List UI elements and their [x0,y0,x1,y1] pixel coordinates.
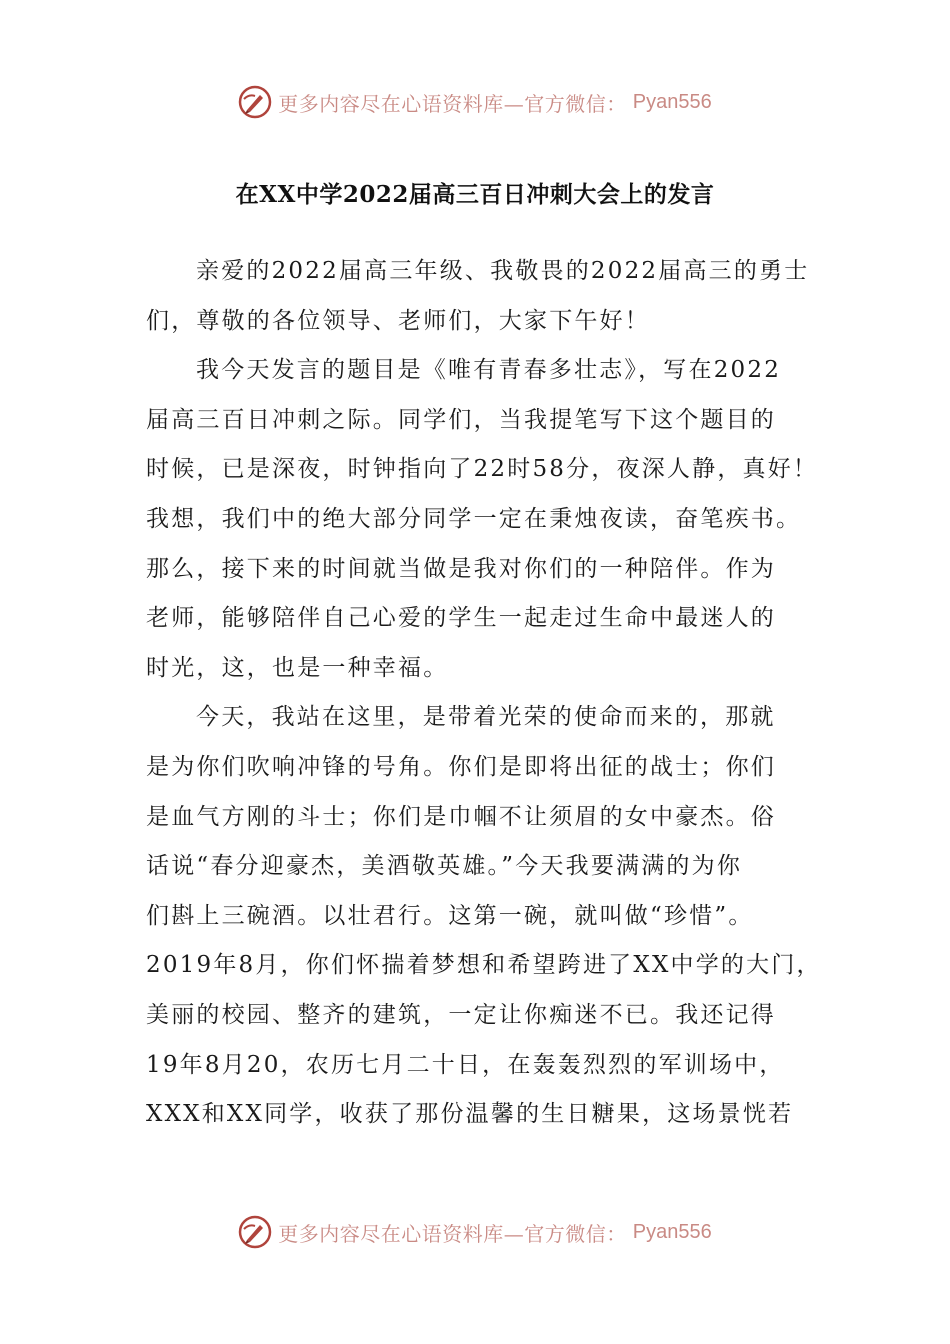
page-title: 在XX中学2022届高三百日冲刺大会上的发言 [235,181,715,208]
text-line: 美丽的校园、整齐的建筑，一定让你痴迷不已。我还记得 [146,1001,776,1028]
text-line: 话说“春分迎豪杰，美酒敬英雄。”今天我要满满的为你 [146,853,743,880]
text-line: 时光，这，也是一种幸福。 [146,654,449,681]
header-wechat-id: Pyan556 [632,90,712,113]
text-line: 时候，已是深夜，时钟指向了22时58分，夜深人静，真好！ [146,456,819,483]
text-line: 我今天发言的题目是《唯有青春多壮志》，写在2022 [196,357,782,384]
text-line: 今天，我站在这里，是带着光荣的使命而来的，那就 [196,704,776,731]
pen-logo-icon [238,85,272,119]
text-line: 们斟上三碗酒。以壮君行。这第一碗，就叫做“珍惜”。 [146,902,754,929]
text-line: 届高三百日冲刺之际。同学们，当我提笔写下这个题目的 [146,406,776,433]
text-line: 是血气方刚的斗士；你们是巾帼不让须眉的女中豪杰。俗 [146,803,776,830]
text-line: 19年8月20，农历七月二十日，在轰轰烈烈的军训场中， [146,1051,785,1078]
header-banner [0,82,950,122]
header-banner-text: 更多内容尽在心语资料库—官方微信： [278,91,627,116]
footer-wechat-id: Pyan556 [632,1220,712,1243]
text-line: 那么，接下来的时间就当做是我对你们的一种陪伴。作为 [146,555,776,582]
footer-banner-text: 更多内容尽在心语资料库—官方微信： [278,1221,627,1246]
text-line: 2019年8月，你们怀揣着梦想和希望跨进了XX中学的大门， [146,952,822,979]
document-body [146,247,826,1140]
text-line: 亲爱的2022届高三年级、我敬畏的2022届高三的勇士 [196,258,810,284]
footer-banner [0,1212,950,1252]
text-line: 老师，能够陪伴自己心爱的学生一起走过生命中最迷人的 [146,605,776,632]
text-line: 是为你们吹响冲锋的号角。你们是即将出征的战士；你们 [146,753,776,780]
text-line: 我想，我们中的绝大部分同学一定在秉烛夜读，奋笔疾书。 [146,505,802,532]
text-line: 们，尊敬的各位领导、老师们，大家下午好！ [146,307,650,334]
text-line: XXX和XX同学，收获了那份温馨的生日糖果，这场景恍若 [146,1101,794,1128]
pen-logo-icon [238,1215,272,1249]
